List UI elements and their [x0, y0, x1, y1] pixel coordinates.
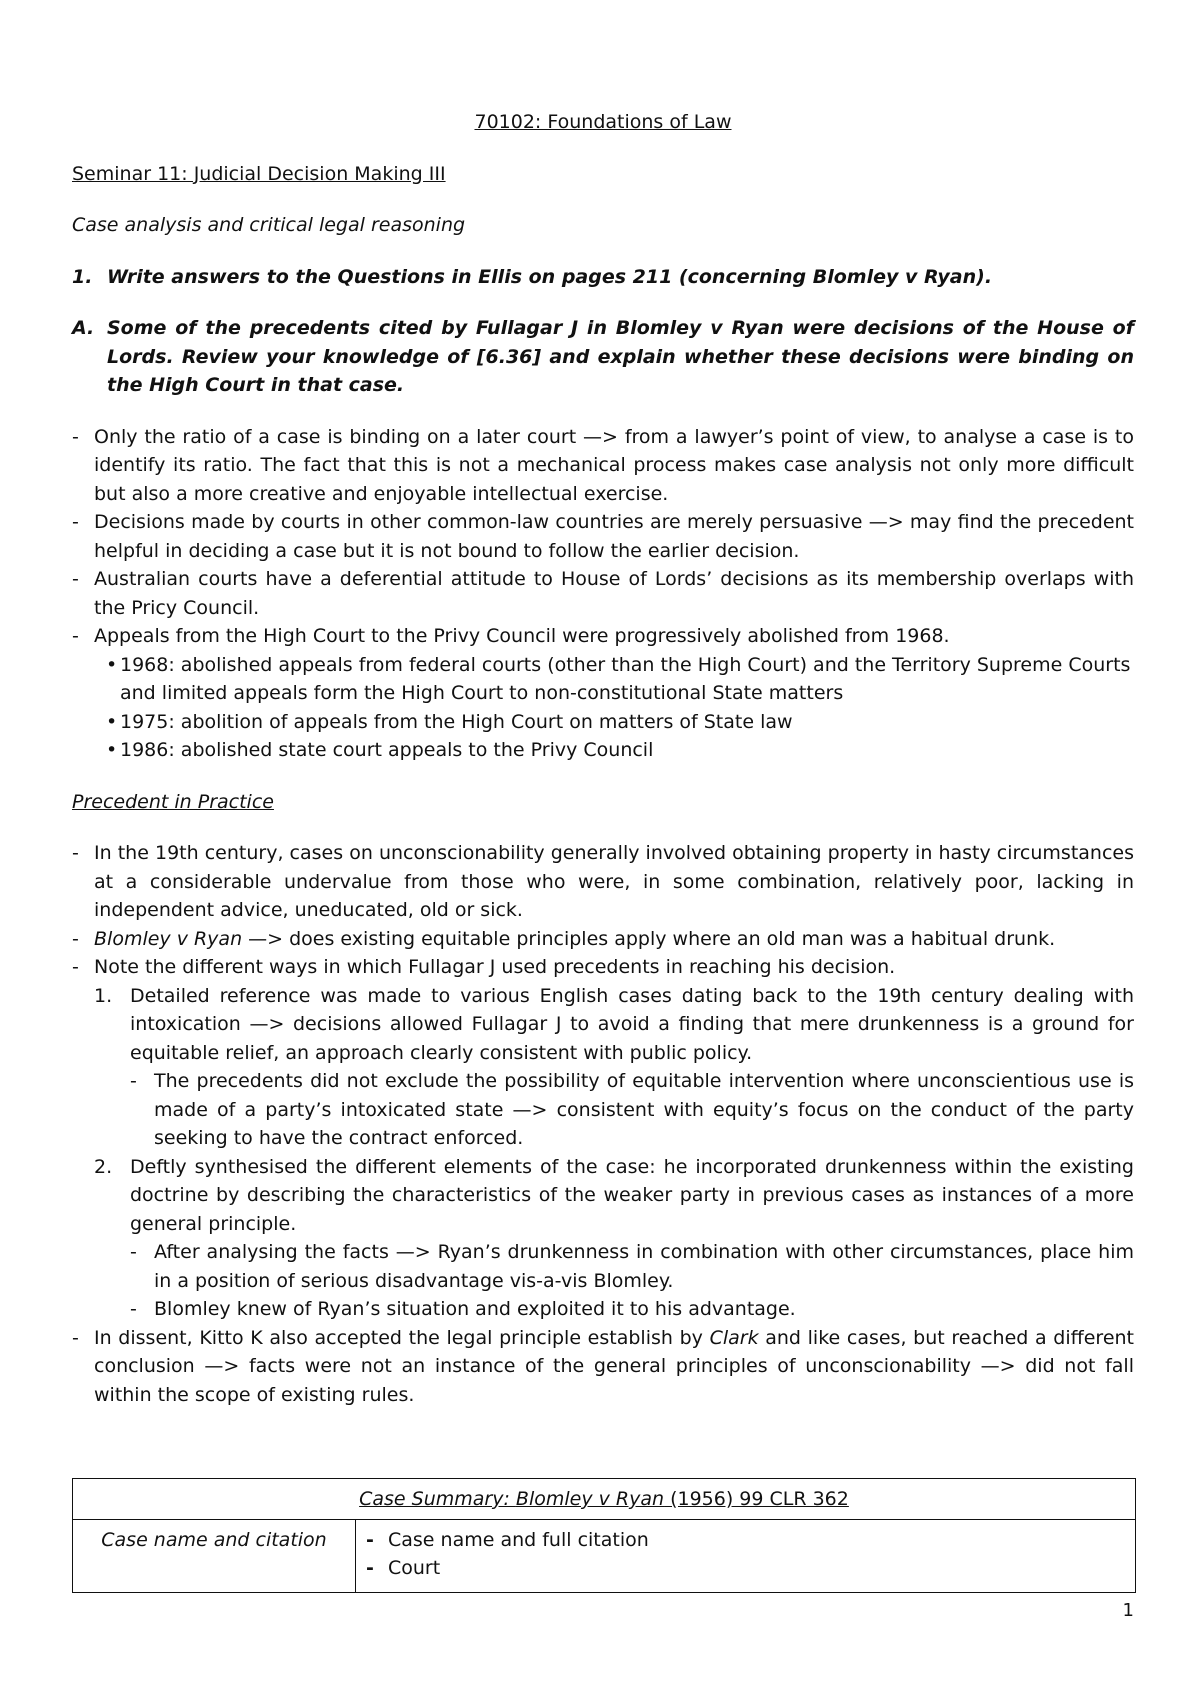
document-page [72, 108, 1134, 1409]
list-item: - After analysing the facts —> Ryan’s drunkenness in combination with other circumstances, place him in a position of serious disadvantage vis-a-vis Blomley. [130, 1241, 1134, 1292]
question-a-text: Some of the precedents cited by Fullagar J in Blomley v Ryan were decisions of the House of Lords. Review your knowledge of [6.36] and explain whether these decisions were binding on the High Court in that case. [107, 317, 1134, 396]
question-a-number: A. [72, 317, 95, 339]
question-1 [72, 263, 1134, 292]
document-title: 70102: Foundations of Law [474, 111, 732, 133]
list-item: - Appeals from the High Court to the Privy Council were progressively abolished from 1968. [72, 625, 950, 647]
case-name: Blomley v Ryan [94, 927, 243, 950]
page-number: 1 [1122, 1600, 1134, 1621]
table-header: Case Summary: Blomley v Ryan (1956) 99 CLR 362 [73, 1479, 1136, 1520]
list-item: - Decisions made by courts in other common-law countries are merely persuasive —> may find the precedent helpful in deciding a case but it is not bound to follow the earlier decision. [72, 511, 1134, 562]
case-name: Clark [709, 1326, 759, 1349]
list-item: - Note the different ways in which Fullagar J used precedents in reaching his decision. [72, 956, 896, 978]
question-1-number: 1. [72, 265, 93, 288]
list-item: - In the 19th century, cases on unconscionability generally involved obtaining property in hasty circumstances at a considerable undervalue from those who were, in some combination, relatively poor, lacking in independent advice, uneducated, old or sick. [72, 842, 1134, 921]
subtitle: Case analysis and critical legal reasoning [72, 214, 466, 236]
dissent-list [72, 1324, 1134, 1410]
list-item: - Blomley v Ryan —> does existing equitable principles apply where an old man was a habitual drunk. [72, 927, 1056, 950]
list-item: 2. Deftly synthesised the different elements of the case: he incorporated drunkenness within the existing doctrine by describing the characteristics of the weaker party in previous cases as instances of a more general principle. - After analysing the facts —> Ryan’s drunkenness in combination with other circumstances, place him in a position of serious disadvantage vis-a-vis Blomley. - Blomley knew of Ryan’s situation and exploited it to his advantage. [94, 1153, 1134, 1324]
list-item: - Only the ratio of a case is binding on a later court —> from a lawyer’s point of view, to analyse a case is to identify its ratio. The fact that this is not a mechanical process makes case analysis not only more difficult but also a more creative and enjoyable intellectual exercise. [72, 425, 1134, 505]
case-summary-table [72, 1478, 1136, 1593]
question-a [72, 314, 1134, 400]
list-item: - The precedents did not exclude the possibility of equitable intervention where unconscientious use is made of a party’s intoxicated state —> consistent with equity’s focus on the conduct of the party seeking to have the contract enforced. [130, 1070, 1134, 1149]
table-row [73, 1520, 1136, 1593]
question-1-text: Write answers to the Questions in Ellis on pages 211 (concerning Blomley v Ryan). [107, 265, 993, 288]
list-item: • 1975: abolition of appeals from the High Court on matters of State law [106, 710, 793, 733]
list-item: 1. Detailed reference was made to various English cases dating back to the 19th century dealing with intoxication —> decisions allowed Fullagar J to avoid a finding that mere drunkenness is a ground for equitable relief, an approach clearly consistent with public policy. - The precedents did not exclude the possibility of equitable intervention where unconscientious use is made of a party’s intoxicated state —> consistent with equity’s focus on the conduct of the party seeking to have the contract enforced. [94, 982, 1134, 1153]
list-item: • 1986: abolished state court appeals to the Privy Council [106, 739, 654, 761]
table-cell-label: Case name and citation [73, 1520, 356, 1593]
precedent-heading: Precedent in Practice [72, 790, 274, 813]
seminar-heading: Seminar 11: Judicial Decision Making III [72, 162, 446, 185]
list-item: - In dissent, Kitto K also accepted the legal principle establish by Clark and like cases, but reached a different conclusion —> facts were not an instance of the general principles of unconscionability —> did not fall within the scope of existing rules. [72, 1326, 1134, 1406]
appeals-list [72, 651, 1134, 765]
list-item: • 1968: abolished appeals from federal courts (other than the High Court) and the Territory Supreme Courts and limited appeals form the High Court to non-constitutional State matters [106, 653, 1131, 704]
answer-list [72, 423, 1134, 651]
table-cell-items: - Case name and full citation - Court [356, 1520, 1136, 1593]
numbered-list [72, 982, 1134, 1324]
list-item: - Blomley knew of Ryan’s situation and exploited it to his advantage. [130, 1298, 796, 1320]
list-item: - Australian courts have a deferential attitude to House of Lords’ decisions as its membership overlaps with the Pricy Council. [72, 568, 1134, 619]
practice-list [72, 839, 1134, 982]
